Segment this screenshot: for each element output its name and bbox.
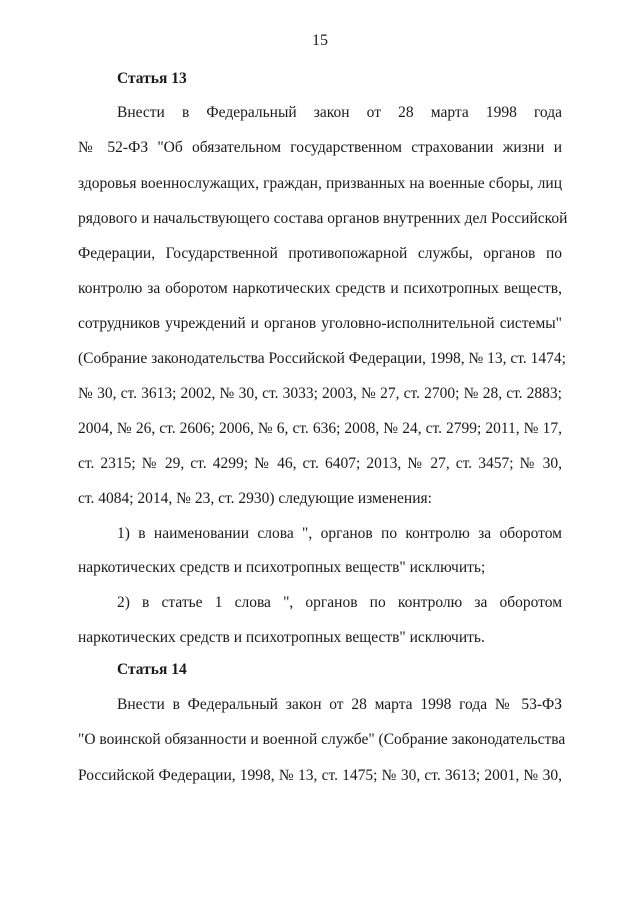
text-line: № 30, ст. 3613; 2002, № 30, ст. 3033; 2003, № 27, ст. 2700; № 28, ст. 2883; <box>78 385 562 402</box>
text-line: рядового и начальствующего состава органов внутренних дел Российской <box>78 210 568 227</box>
text-line: Российской Федерации, 1998, № 13, ст. 1475; № 30, ст. 3613; 2001, № 30, <box>78 767 562 784</box>
text-line: 2004, № 26, ст. 2606; 2006, № 6, ст. 636; 2008, № 24, ст. 2799; 2011, № 17, <box>78 420 562 437</box>
text-line: наркотических средств и психотропных веществ" исключить. <box>78 629 485 646</box>
text-line: здоровья военнослужащих, граждан, призванных на военные сборы, лиц <box>78 175 562 192</box>
text-line: Федерации, Государственной противопожарной службы, органов по <box>78 245 562 262</box>
text-line: ст. 4084; 2014, № 23, ст. 2930) следующие изменения: <box>78 490 432 507</box>
text-line: сотрудников учреждений и органов уголовно-исполнительной системы" <box>78 315 562 332</box>
text-line: Внести в Федеральный закон от 28 марта 1998 года № 53-ФЗ <box>117 696 562 713</box>
article-14-heading: Статья 14 <box>117 661 187 678</box>
list-item-1: 1) в наименовании слова ", органов по контролю за оборотом <box>117 525 562 542</box>
page-number: 15 <box>312 32 328 49</box>
text-line: Внести в Федеральный закон от 28 марта 1998 года <box>117 104 562 121</box>
text-line: ст. 2315; № 29, ст. 4299; № 46, ст. 6407; 2013, № 27, ст. 3457; № 30, <box>78 455 562 472</box>
text-line: наркотических средств и психотропных веществ" исключить; <box>78 559 486 576</box>
text-line: № 52-ФЗ "Об обязательном государственном страховании жизни и <box>78 139 562 156</box>
text-line: контролю за оборотом наркотических средств и психотропных веществ, <box>78 280 562 297</box>
text-line: (Собрание законодательства Российской Федерации, 1998, № 13, ст. 1474; <box>78 350 566 367</box>
list-item-2: 2) в статье 1 слова ", органов по контролю за оборотом <box>117 594 562 611</box>
text-line: "О воинской обязанности и военной службе" (Собрание законодательства <box>78 731 566 748</box>
article-13-heading: Статья 13 <box>117 70 187 87</box>
